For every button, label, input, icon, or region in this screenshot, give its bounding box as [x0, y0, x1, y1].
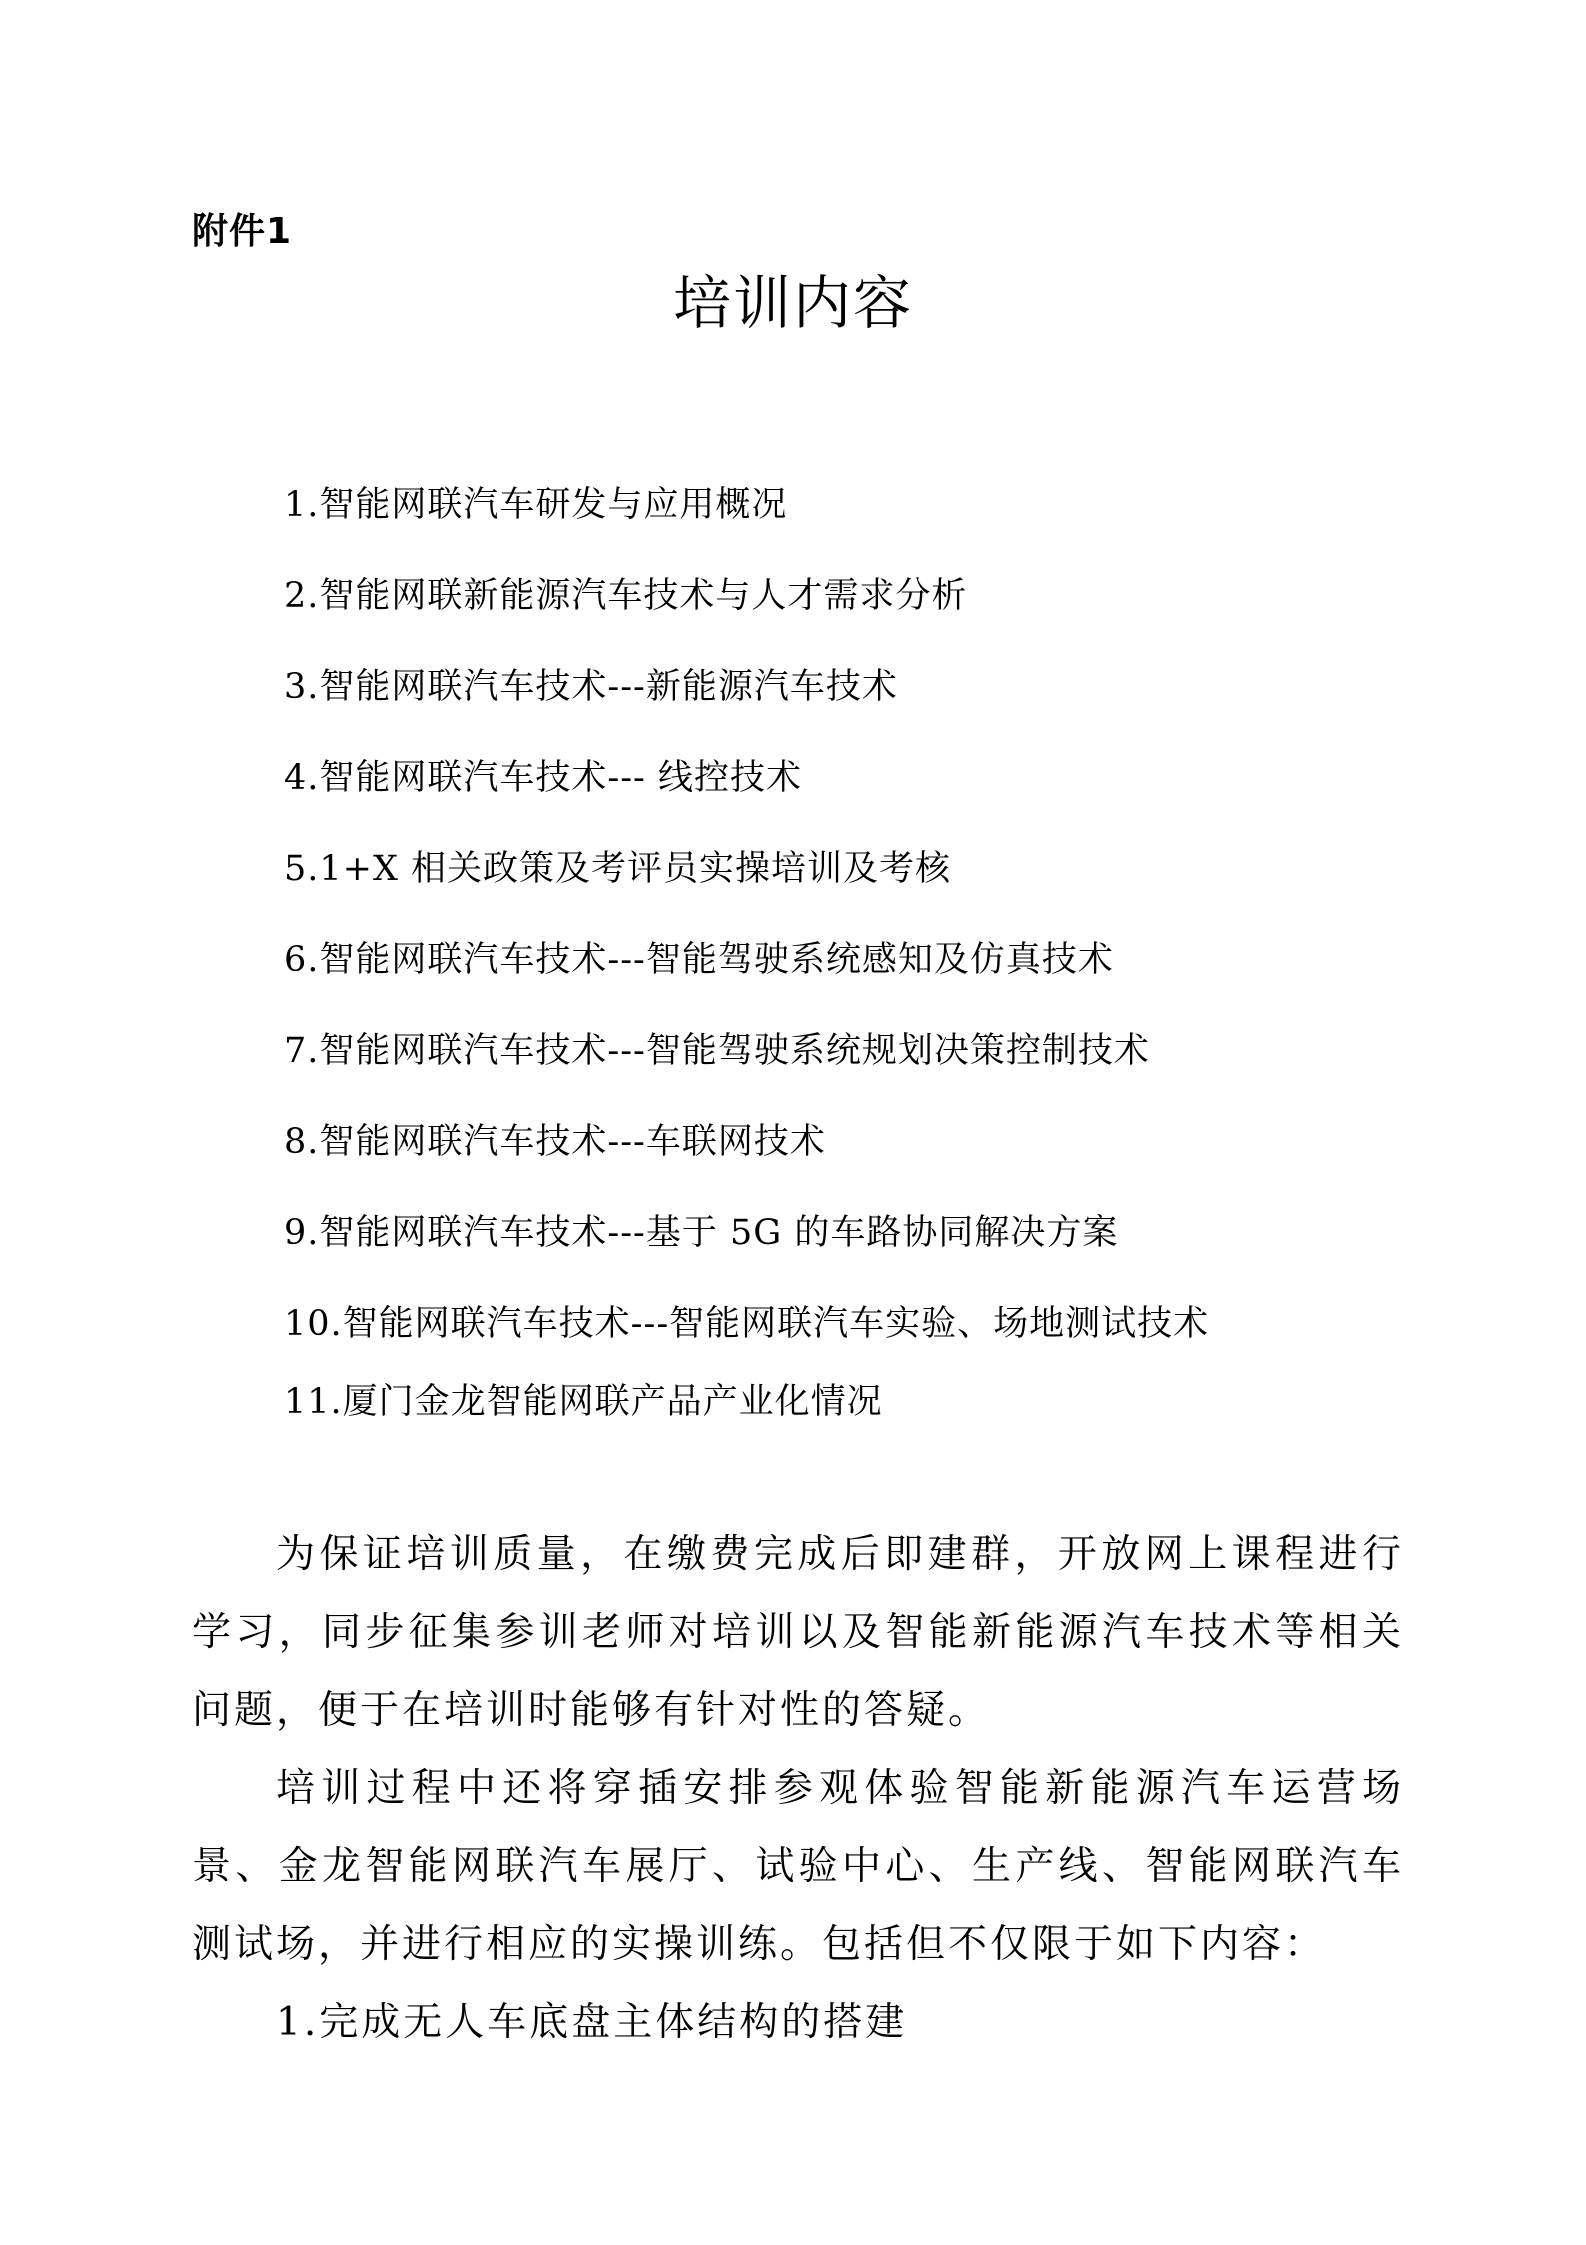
body-paragraph-visit: 培训过程中还将穿插安排参观体验智能新能源汽车运营场景、金龙智能网联汽车展厅、试验中心、生产线、智能网联汽车测试场，并进行相应的实操训练。包括但不仅限于如下内容： — [192, 1766, 1404, 1967]
body-paragraph-qa: 为保证培训质量，在缴费完成后即建群，开放网上课程进行学习，同步征集参训老师对培训以及智能新能源汽车技术等相关问题，便于在培训时能够有针对性的答疑。 — [192, 1532, 1404, 1733]
practice-item-list — [276, 1984, 907, 2062]
topic-item: 8.智能网联汽车技术---车联网技术 — [284, 1122, 826, 1162]
page-title: 培训内容 — [672, 269, 913, 337]
attachment-label: 附件1 — [192, 211, 293, 252]
topic-item: 4.智能网联汽车技术--- 线控技术 — [284, 758, 802, 798]
topic-item: 7.智能网联汽车技术---智能驾驶系统规划决策控制技术 — [284, 1031, 1150, 1071]
topic-item: 1.智能网联汽车研发与应用概况 — [284, 485, 788, 525]
training-topic-list — [284, 480, 1209, 1468]
practice-item: 1.完成无人车底盘主体结构的搭建 — [276, 2000, 908, 2045]
topic-item: 3.智能网联汽车技术---新能源汽车技术 — [284, 667, 898, 707]
topic-item: 5.1+X 相关政策及考评员实操培训及考核 — [284, 849, 952, 889]
topic-item: 6.智能网联汽车技术---智能驾驶系统感知及仿真技术 — [284, 940, 1114, 980]
topic-item: 2.智能网联新能源汽车技术与人才需求分析 — [284, 576, 968, 616]
topic-item: 10.智能网联汽车技术---智能网联汽车实验、场地测试技术 — [284, 1304, 1210, 1344]
topic-item: 11.厦门金龙智能网联产品产业化情况 — [284, 1382, 883, 1422]
topic-item: 9.智能网联汽车技术---基于 5G 的车路协同解决方案 — [284, 1213, 1119, 1253]
